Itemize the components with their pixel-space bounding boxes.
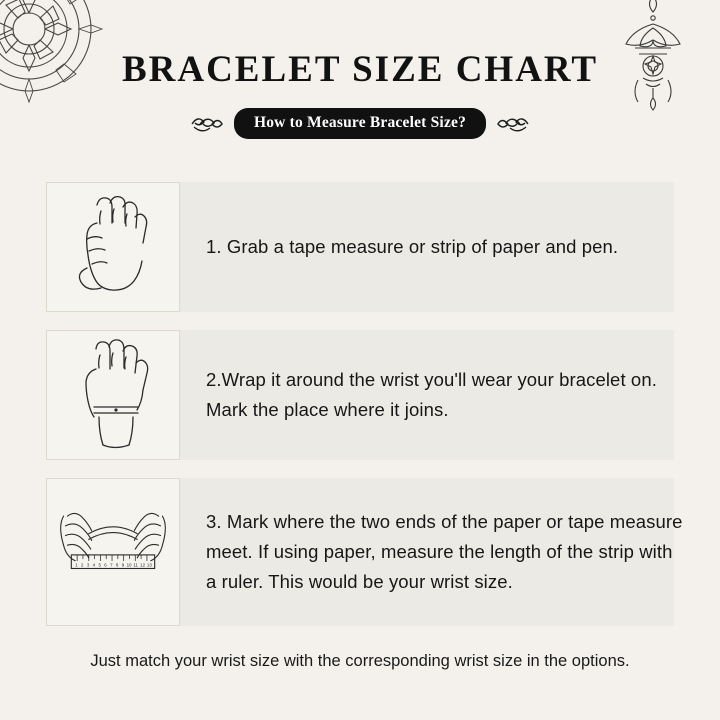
svg-text:1: 1 (75, 562, 78, 568)
svg-text:5: 5 (98, 562, 101, 568)
svg-text:12: 12 (140, 562, 146, 568)
svg-text:2: 2 (81, 562, 84, 568)
hands-measuring-strip-with-ruler-line-drawing (50, 489, 176, 615)
step-3-text: 3. Mark where the two ends of the paper or tape measure meet. If using paper, measure the length of the strip with a ruler. This would be your wrist size. (206, 511, 683, 592)
step-3-image (46, 478, 180, 626)
svg-text:10: 10 (126, 562, 132, 568)
svg-text:4: 4 (92, 562, 96, 568)
svg-text:9: 9 (121, 562, 125, 568)
list-item (0, 182, 720, 312)
subtitle-row (0, 108, 720, 139)
step-2-text: 2.Wrap it around the wrist you'll wear your bracelet on. Mark the place where it joins. (206, 369, 657, 420)
hand-with-tape-around-wrist-line-drawing (53, 335, 173, 455)
svg-text:6: 6 (104, 562, 107, 568)
subtitle-pill: How to Measure Bracelet Size? (234, 108, 486, 139)
flourish-left-icon (190, 113, 224, 135)
flourish-right-icon (496, 113, 530, 135)
steps-list (0, 182, 720, 644)
list-item (0, 478, 720, 626)
list-item (0, 330, 720, 460)
svg-text:13: 13 (146, 562, 152, 568)
hand-fist-line-drawing (53, 187, 173, 307)
svg-text:8: 8 (115, 562, 119, 568)
page-title: BRACELET SIZE CHART (121, 49, 599, 90)
svg-text:11: 11 (133, 562, 138, 568)
step-2-image (46, 330, 180, 460)
step-1-text: 1. Grab a tape measure or strip of paper and pen. (206, 236, 619, 258)
svg-text:7: 7 (110, 562, 113, 568)
footnote: Just match your wrist size with the corresponding wrist size in the options. (90, 652, 630, 670)
step-1-image (46, 182, 180, 312)
svg-text:3: 3 (86, 562, 90, 568)
